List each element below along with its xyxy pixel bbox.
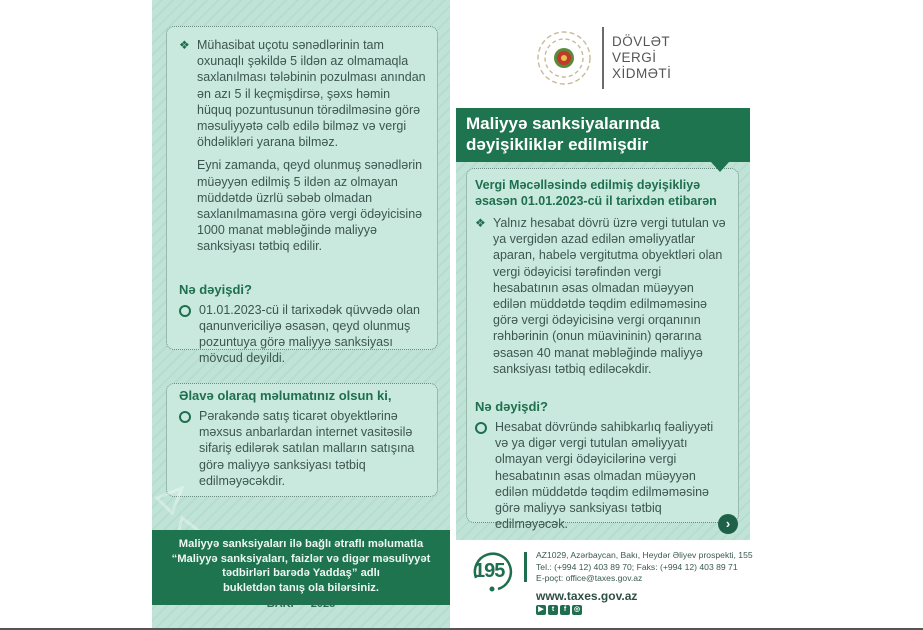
contact-info — [536, 550, 753, 585]
additional-info-item — [179, 408, 427, 489]
diamond-bullet-icon: ❖ — [179, 38, 190, 52]
instagram-icon[interactable]: ◎ — [573, 606, 581, 613]
what-changed-heading: Nə dəyişdi? — [179, 281, 252, 297]
bullet-text: Yalnız hesabat dövrü üzrə vergi tutulan və ya vergidən azad edilən əməliyyatlar aparan, habelə vergitutma obyektləri olan vergi ödəyicisi tərəfindən vergi hesabatının əsas olmadan müəyyən edilən müddətdə təqdim edilməməsinə görə vergi ödəyicisinə vergi orqanının rəhbərinin (onun müavininin) qərarına əsasən 40 manat məbləğində maliyyə sanksiyası tətbiq ediləcəkdir. — [493, 216, 726, 376]
website-link[interactable]: www.taxes.gov.az — [536, 589, 638, 603]
logo-line: VERGİ — [612, 50, 657, 65]
ring-bullet-icon — [179, 411, 191, 423]
accounting-documents-box — [166, 26, 438, 366]
title-line: Maliyyə sanksiyalarında — [466, 114, 660, 133]
emblem-icon — [535, 29, 593, 87]
city-year: BAKI — 2023 — [266, 598, 336, 610]
bullet-text: Mühasibat uçotu sənədlərinin tam oxunaqlı şəkildə 5 ildən az olmamaqla saxlanılması tələbinin pozulması anından ən azı 5 il keçmişdirsə, şəxs həmin hüquq pozuntusunun törədilməsinə görə məsuliyyətə cəlb edilə bilməz və vergi öhdəlikləri yarana bilməz. — [197, 38, 426, 150]
ring-bullet-icon — [475, 422, 487, 434]
next-arrow-button[interactable]: › — [718, 514, 738, 534]
changes-box — [466, 168, 739, 532]
right-panel — [456, 162, 750, 540]
additional-info-text: Pərakəndə satış ticarət obyektlərinə məxsus anbarlardan internet vasitəsilə sifariş edilərək satılan malların satışına görə maliyyə sanksiyası tətbiq edilməyəcəkdir. — [199, 409, 415, 488]
additional-info-heading: Əlavə olaraq məlumatınız olsun ki, — [179, 388, 392, 403]
left-panel — [152, 0, 450, 628]
info-banner-line: Maliyyə sanksiyaları ilə bağlı ətraflı məlumatla — [178, 538, 424, 550]
twitter-icon[interactable]: t — [548, 605, 558, 615]
logo-line: DÖVLƏT — [612, 34, 671, 49]
changes-subheading: Vergi Məcəlləsində edilmiş dəyişikliyə əsasən 01.01.2023-cü il tarixdən etibarən — [475, 178, 717, 208]
logo-divider — [602, 27, 604, 89]
title-line: dəyişikliklər edilmişdir — [466, 135, 649, 154]
footer-divider — [524, 552, 527, 582]
ring-bullet-icon — [179, 305, 191, 317]
banner-notch — [711, 162, 729, 172]
logo-line: XİDMƏTİ — [612, 66, 672, 81]
what-changed-heading: Nə dəyişdi? — [475, 399, 548, 415]
bullet-item — [179, 37, 427, 150]
info-banner — [152, 530, 450, 605]
social-links — [536, 605, 582, 615]
info-banner-line: “Maliyyə sanksiyaları, faizlər və digər məsuliyyət — [171, 552, 431, 565]
info-banner-line: bukletdən tanış ola bilərsiniz. — [222, 581, 380, 594]
change-item — [179, 302, 427, 367]
youtube-icon[interactable]: ▶ — [536, 605, 546, 615]
address: AZ1029, Azərbaycan, Bakı, Heydər Əliyev prospekti, 155 — [536, 550, 753, 560]
change-item — [475, 419, 728, 532]
info-banner-line: tədbirləri barədə Yaddaş” adlı — [222, 567, 380, 579]
state-tax-service-logo — [535, 27, 671, 89]
change-text: 01.01.2023-cü il tarixədək qüvvədə olan qanunvericiliyə əsasən, qeyd olunmuş pozuntuya görə maliyyə sanksiyası mövcud deyildi. — [199, 302, 420, 366]
title-banner — [456, 108, 750, 162]
facebook-icon[interactable]: f — [560, 605, 570, 615]
hotline-number: 195 — [474, 560, 505, 582]
email[interactable]: E-poçt: office@taxes.gov.az — [536, 573, 643, 583]
phone: Tel.: (+994 12) 403 89 70; Faks: (+994 12) 403 89 71 — [536, 561, 738, 572]
bullet-item — [475, 215, 728, 377]
logo-text — [612, 34, 671, 82]
follow-text: Eyni zamanda, qeyd olunmuş sənədlərin müəyyən edilmiş 5 ildən az olmayan müddətdə üzrlü səbəb olmadan saxlanılmamasına görə vergi ödəyicisinə 1000 manat məbləğində maliyyə sanksiyası tətbiq edilir. — [197, 158, 423, 254]
diamond-bullet-icon: ❖ — [475, 216, 486, 230]
change-text: Hesabat dövründə sahibkarlıq fəaliyyəti və ya digər vergi tutulan əməliyyatı olmayan vergi ödəyicilərinə vergi hesabatının əsas olmadan müəyyən edilən müddətdə təqdim edilməməsinə görə maliyyə sanksiyası tətbiq edilməyəcək. — [495, 420, 714, 532]
